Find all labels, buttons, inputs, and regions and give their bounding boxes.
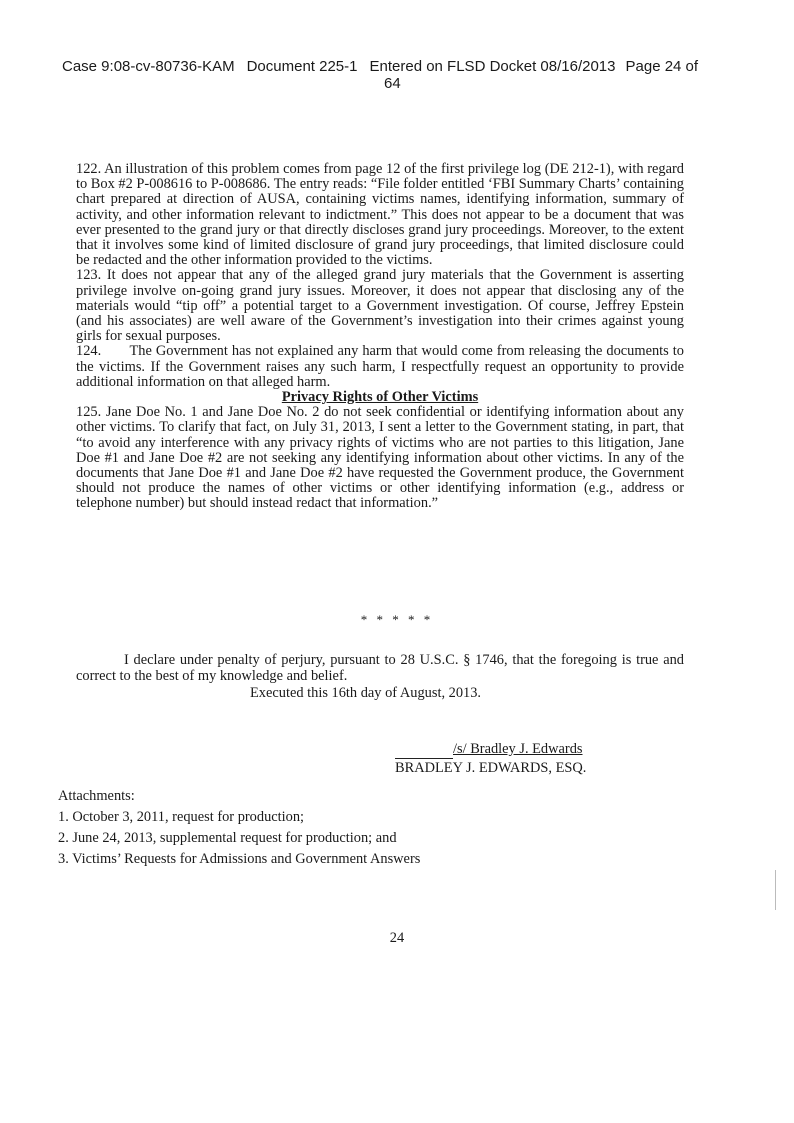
header-continuation xyxy=(62,75,742,92)
section-separator: * * * * * xyxy=(360,612,434,627)
paragraph-122 xyxy=(76,162,684,268)
attachment-item: 3. Victims’ Requests for Admissions and Government Answers xyxy=(58,851,421,867)
signature-rule xyxy=(395,744,453,759)
page-label: Page 24 of xyxy=(625,58,699,75)
paragraph-125 xyxy=(76,405,684,511)
attachments-section xyxy=(58,786,420,870)
case-number: Case 9:08-cv-80736-KAM xyxy=(62,58,235,75)
attachments-list xyxy=(58,807,420,870)
paragraph-number: 124. xyxy=(76,343,102,360)
paragraph-text: The Government has not explained any harm that would come from releasing the documents to the victims. If the Government raises any such harm, I respectfully request an opportunity to provide additional information on that alleged harm. xyxy=(76,343,684,390)
declaration-block xyxy=(76,652,684,684)
signer-name: BRADLEY J. EDWARDS, ESQ. xyxy=(395,760,587,776)
paragraph-number: 122. xyxy=(76,161,102,177)
paragraph-text: An illustration of this problem comes from page 12 of the first privilege log (DE 212-1), with regard to Box #2 P-008616 to P-008686. The entry reads: “File folder entitled ‘FBI Summary Charts’ containing chart prepared at direction of AUSA, containing victims names, identifying information, summary of activity, and other information relevant to indictment.” This does not appear to be a document that was ever presented to the grand jury or that directly discloses grand jury proceedings. Moreover, to the extent that it involves some kind of limited disclosure of grand jury proceedings, that limited disclosure could be redacted and the other information provided to the victims. xyxy=(76,161,684,269)
executed-date: Executed this 16th day of August, 2013. xyxy=(250,685,482,701)
paragraph-number: 123. xyxy=(76,267,102,284)
paragraph-123 xyxy=(76,268,684,344)
section-heading: Privacy Rights of Other Victims xyxy=(281,389,479,406)
signature-line xyxy=(395,740,586,759)
attachment-item: 1. October 3, 2011, request for production; xyxy=(58,809,305,825)
electronic-signature: /s/ Bradley J. Edwards xyxy=(453,741,583,757)
paragraph-text: It does not appear that any of the alleged grand jury materials that the Government is asserting privilege involve on-going grand jury issues. Moreover, it does not appear that disclosing any of the materials would “tip off” a potential target to a Government investigation. Of course, Jeffrey Epstein (and his associates) are well aware of the Government’s investigation into their crimes against young girls for sexual purposes. xyxy=(76,267,684,345)
docket-header xyxy=(62,58,742,92)
page-number: 24 xyxy=(389,930,405,946)
header-line xyxy=(62,58,742,75)
paragraph-number: 125. xyxy=(76,404,102,421)
body-text xyxy=(76,162,684,512)
document-number: Document 225-1 xyxy=(246,58,358,75)
entered-docket: Entered on FLSD Docket 08/16/2013 xyxy=(369,58,616,75)
page-total: 64 xyxy=(384,75,401,92)
signature-block xyxy=(395,740,586,778)
declaration-text: I declare under penalty of perjury, pursuant to 28 U.S.C. § 1746, that the foregoing is true and correct to the best of my knowledge and belief. xyxy=(76,652,684,684)
scan-artifact xyxy=(775,870,776,910)
paragraph-124 xyxy=(76,344,684,390)
attachment-item: 2. June 24, 2013, supplemental request for production; and xyxy=(58,830,397,846)
attachments-label: Attachments: xyxy=(58,788,135,804)
paragraph-text: Jane Doe No. 1 and Jane Doe No. 2 do not seek confidential or identifying information about any other victims. To clarify that fact, on July 31, 2013, I sent a letter to the Government stating, in part, that “to avoid any interference with any privacy rights of victims who are not parties to this litigation, Jane Doe #1 and Jane Doe #2 are not seeking any identifying information about other victims. In any of the documents that Jane Doe #1 and Jane Doe #2 have requested the Government produce, the Government should not produce the names of other victims or other identifying information (e.g., address or telephone number) but should instead redact that information.” xyxy=(76,404,684,512)
